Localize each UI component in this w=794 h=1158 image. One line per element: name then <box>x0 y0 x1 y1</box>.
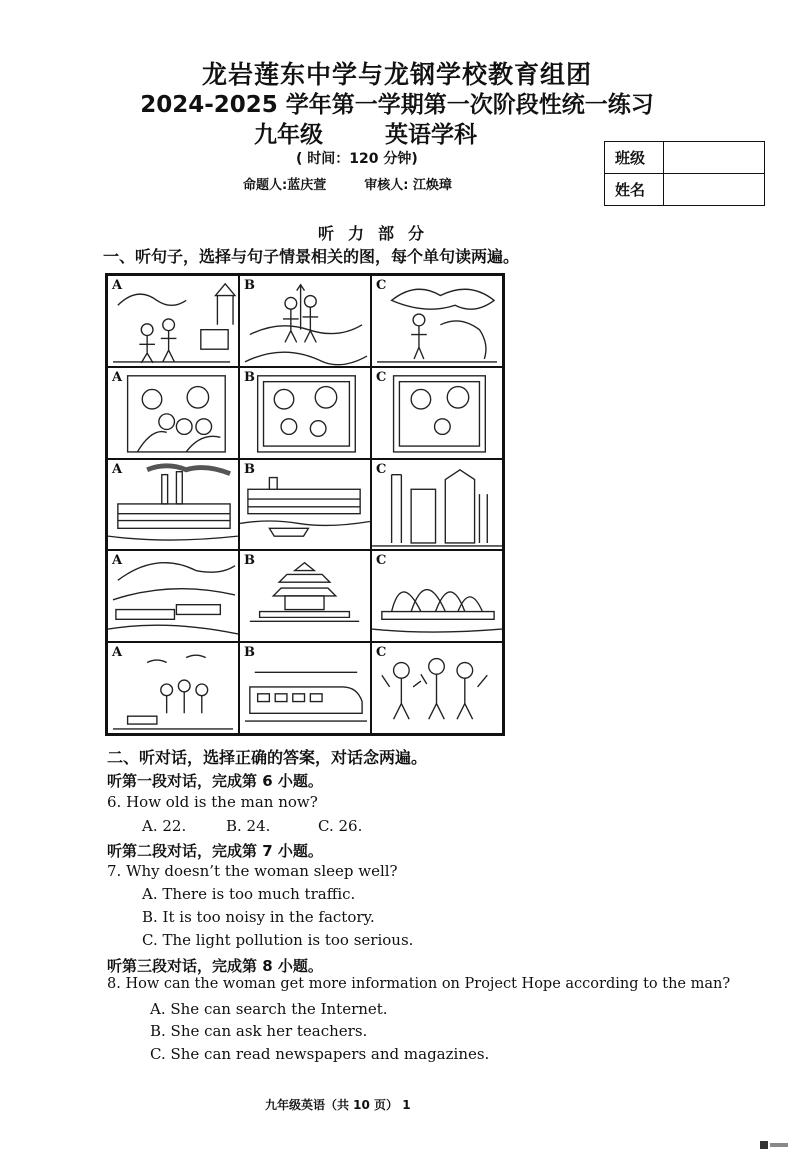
picture-1a <box>107 275 239 367</box>
picture-2a <box>107 367 239 459</box>
industrial-plant-illustration <box>372 460 502 550</box>
option-letter: C <box>376 553 387 569</box>
option-letter: A <box>112 553 123 569</box>
temple-of-heaven-illustration <box>240 551 370 641</box>
option-letter: A <box>112 278 123 293</box>
picture-2b <box>239 367 371 459</box>
option-letter: B <box>244 278 255 293</box>
children-waving-illustration <box>372 643 502 733</box>
q6-option-c[interactable]: C. 26. <box>318 817 363 835</box>
picture-5b <box>239 642 371 734</box>
family-four-portrait-illustration <box>240 368 370 458</box>
page-footer: 九年级英语（共 10 页） 1 <box>265 1098 411 1112</box>
author: 命题人:蓝庆萱 <box>243 178 327 193</box>
part1-instruction: 一、听句子，选择与句子情景相关的图，每个单句读两遍。 <box>103 247 520 266</box>
people-planting-trees-illustration <box>240 276 370 366</box>
class-field[interactable] <box>664 142 765 174</box>
reviewer: 审核人: 江焕璋 <box>364 178 452 193</box>
picture-1c <box>371 275 503 367</box>
picture-3c <box>371 459 503 551</box>
picture-4b <box>239 550 371 642</box>
option-letter: C <box>376 369 387 385</box>
subject-label: 英语学科 <box>385 122 477 148</box>
q6-option-b[interactable]: B. 24. <box>226 817 271 835</box>
exam-title: 2024-2025 学年第一学期第一次阶段性统一练习 <box>140 92 654 118</box>
section-title: 听力部分 <box>318 224 439 243</box>
q8-option-a[interactable]: A. She can search the Internet. <box>150 1000 388 1018</box>
dialog2-instruction: 听第二段对话，完成第 7 小题。 <box>107 842 323 860</box>
people-cleaning-park-illustration <box>108 276 238 366</box>
picture-1b <box>239 275 371 367</box>
exam-time: ( 时间：120 分钟) <box>296 151 418 167</box>
question-6: 6. How old is the man now? <box>107 793 318 811</box>
question-6-options <box>142 817 362 835</box>
q7-option-c[interactable]: C. The light pollution is too serious. <box>142 931 414 949</box>
q7-option-a[interactable]: A. There is too much traffic. <box>142 885 356 903</box>
option-letter: A <box>112 461 123 477</box>
family-five-portrait-illustration <box>108 368 238 458</box>
sydney-opera-house-illustration <box>372 551 502 641</box>
picture-2c <box>371 367 503 459</box>
option-letter: B <box>244 369 255 385</box>
option-letter: A <box>112 645 123 661</box>
student-info-table <box>604 141 765 206</box>
picture-4c <box>371 550 503 642</box>
option-letter: B <box>244 461 255 477</box>
option-letter: C <box>376 461 387 477</box>
option-letter: A <box>112 369 123 385</box>
option-letter: B <box>244 645 255 661</box>
q6-option-a[interactable]: A. 22. <box>142 817 187 835</box>
picture-5c <box>371 642 503 734</box>
dialog3-instruction: 听第三段对话，完成第 8 小题。 <box>107 957 323 975</box>
option-letter: B <box>244 553 255 569</box>
picture-3b <box>239 459 371 551</box>
name-field[interactable] <box>664 174 765 206</box>
part2-instruction: 二、听对话，选择正确的答案，对话念两遍。 <box>107 748 428 767</box>
picture-grid <box>105 273 505 736</box>
person-on-hill-illustration <box>372 276 502 366</box>
name-label: 姓名 <box>605 174 664 206</box>
picture-5a <box>107 642 239 734</box>
option-letter: C <box>376 645 387 661</box>
q7-option-b[interactable]: B. It is too noisy in the factory. <box>142 908 375 926</box>
picture-3a <box>107 459 239 551</box>
children-outing-illustration <box>108 643 238 733</box>
dialog1-instruction: 听第一段对话，完成第 6 小题。 <box>107 772 323 790</box>
factory-by-river-illustration <box>240 460 370 550</box>
option-letter: C <box>376 278 387 293</box>
q8-option-b[interactable]: B. She can ask her teachers. <box>150 1022 368 1040</box>
q8-option-c[interactable]: C. She can read newspapers and magazines. <box>150 1045 490 1063</box>
great-wall-landscape-illustration <box>108 551 238 641</box>
class-label: 班级 <box>605 142 664 174</box>
authors-line <box>243 174 452 193</box>
family-three-portrait-illustration <box>372 368 502 458</box>
question-7: 7. Why doesn’t the woman sleep well? <box>107 862 398 880</box>
polluting-factory-illustration <box>108 460 238 550</box>
question-8: 8. How can the woman get more information on Project Hope according to the man? <box>107 976 731 992</box>
scanner-watermark-icon <box>760 1141 788 1149</box>
picture-4a <box>107 550 239 642</box>
school-group-title: 龙岩莲东中学与龙钢学校教育组团 <box>201 60 592 89</box>
grade-label: 九年级 <box>254 122 323 148</box>
train-illustration <box>240 643 370 733</box>
